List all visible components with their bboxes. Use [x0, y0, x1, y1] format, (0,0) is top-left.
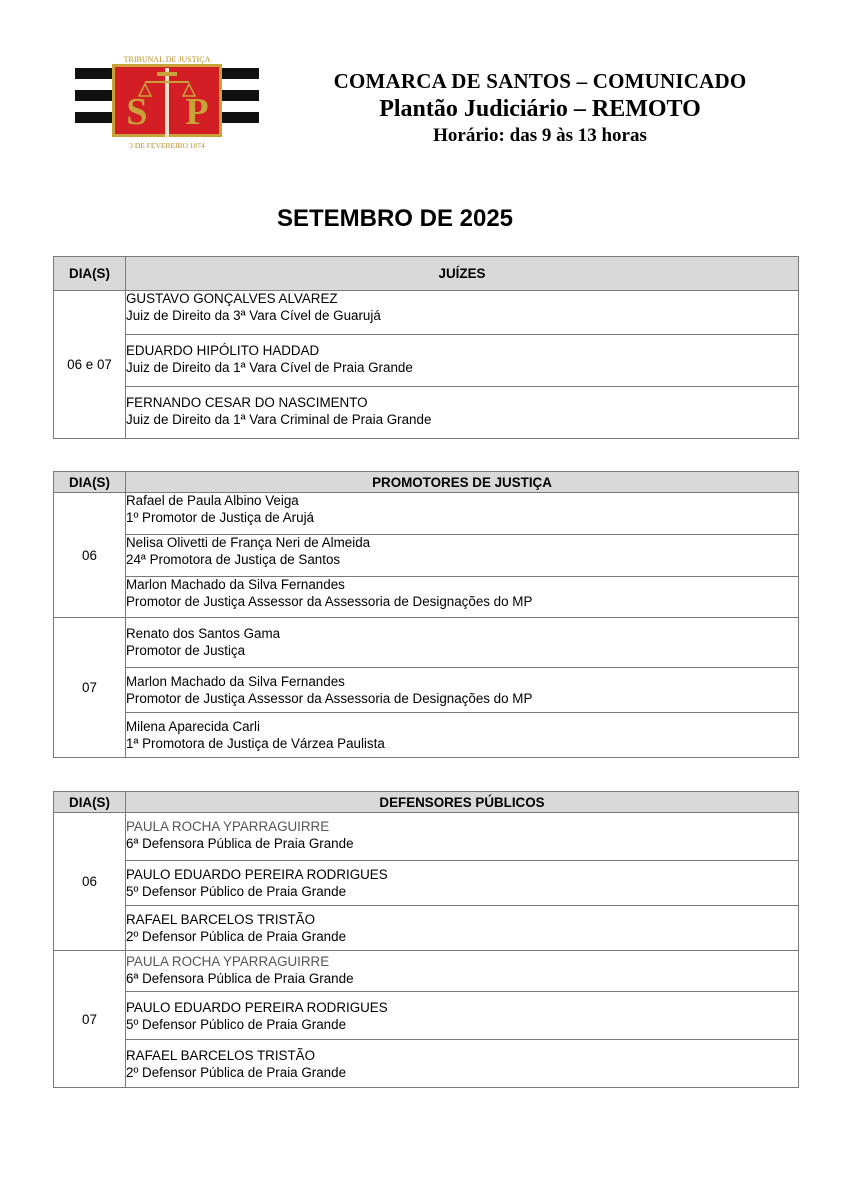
person-name: Marlon Machado da Silva Fernandes [126, 577, 345, 592]
defenders-header: DEFENSORES PÚBLICOS [126, 792, 799, 813]
person-name: PAULO EDUARDO PEREIRA RODRIGUES [126, 867, 388, 882]
table-row [54, 1040, 799, 1088]
header-line-horario: Horário: das 9 às 13 horas [433, 125, 647, 146]
person-cell [126, 813, 799, 861]
person-role: 24ª Promotora de Justiça de Santos [126, 551, 341, 567]
person-name: Milena Aparecida Carli [126, 719, 260, 734]
table-row [54, 951, 799, 992]
document-header [290, 68, 790, 149]
table-row [54, 668, 799, 713]
person-cell [126, 618, 799, 668]
person-cell [126, 713, 799, 758]
table-row [54, 291, 799, 335]
person-role: 5º Defensor Público de Praia Grande [126, 1016, 347, 1032]
judges-day-header: DIA(S) [54, 257, 126, 291]
person-name: PAULO EDUARDO PEREIRA RODRIGUES [126, 1000, 388, 1015]
table-row [54, 906, 799, 951]
prosecutors-day-header: DIA(S) [54, 472, 126, 493]
person-cell [126, 535, 799, 577]
table-row [54, 992, 799, 1040]
person-role: Promotor de Justiça Assessor da Assessoria de Designações do MP [126, 690, 533, 706]
day-cell: 06 [54, 493, 126, 618]
table-row [54, 713, 799, 758]
person-name: PAULA ROCHA YPARRAGUIRRE [126, 954, 330, 969]
table-row [54, 335, 799, 387]
person-name: PAULA ROCHA YPARRAGUIRRE [126, 819, 330, 834]
person-role: Juiz de Direito da 3ª Vara Cível de Guarujá [126, 307, 381, 323]
seal-letter-p: P [185, 91, 209, 133]
table-row [54, 618, 799, 668]
defenders-day-header: DIA(S) [54, 792, 126, 813]
seal-letter-s: S [126, 91, 148, 133]
public-defenders-table [53, 791, 799, 1088]
person-cell [126, 951, 799, 992]
table-row [54, 493, 799, 535]
person-name: Nelisa Olivetti de França Neri de Almeida [126, 535, 371, 550]
prosecutors-table [53, 471, 799, 758]
person-role: 1º Promotor de Justiça de Arujá [126, 509, 314, 525]
table-row [54, 861, 799, 906]
day-cell: 07 [54, 951, 126, 1088]
header-line-comarca: COMARCA DE SANTOS – COMUNICADO [333, 69, 747, 93]
person-cell [126, 668, 799, 713]
tribunal-seal-logo [75, 52, 259, 152]
header-line-plantao: Plantão Judiciário – REMOTO [379, 96, 701, 122]
month-title: SETEMBRO DE 2025 [276, 205, 514, 232]
person-role: Juiz de Direito da 1ª Vara Cível de Praia Grande [126, 359, 413, 375]
person-name: Marlon Machado da Silva Fernandes [126, 674, 345, 689]
person-name: RAFAEL BARCELOS TRISTÃO [126, 1048, 316, 1063]
person-cell [126, 291, 799, 335]
person-role: 2º Defensor Pública de Praia Grande [126, 928, 347, 944]
person-role: Promotor de Justiça [126, 642, 246, 658]
seal-top-text: TRIBUNAL DE JUSTIÇA [123, 55, 211, 64]
person-name: FERNANDO CESAR DO NASCIMENTO [126, 395, 368, 410]
day-cell: 06 e 07 [54, 291, 126, 439]
person-cell [126, 493, 799, 535]
person-role: Juiz de Direito da 1ª Vara Criminal de Praia Grande [126, 411, 432, 427]
day-cell: 07 [54, 618, 126, 758]
seal-bottom-text: 3 DE FEVEREIRO 1874 [129, 141, 205, 150]
person-role: 6ª Defensora Pública de Praia Grande [126, 835, 354, 851]
judges-header: JUÍZES [126, 257, 799, 291]
table-row [54, 535, 799, 577]
person-name: GUSTAVO GONÇALVES ALVAREZ [126, 291, 338, 306]
person-name: Renato dos Santos Gama [126, 626, 281, 641]
person-cell [126, 906, 799, 951]
person-cell [126, 577, 799, 618]
person-role: 2º Defensor Pública de Praia Grande [126, 1064, 347, 1080]
day-cell: 06 [54, 813, 126, 951]
prosecutors-header: PROMOTORES DE JUSTIÇA [126, 472, 799, 493]
judges-table [53, 256, 799, 439]
person-name: EDUARDO HIPÓLITO HADDAD [126, 343, 320, 358]
table-row [54, 813, 799, 861]
person-cell [126, 992, 799, 1040]
person-name: Rafael de Paula Albino Veiga [126, 493, 299, 508]
person-cell [126, 387, 799, 439]
table-row [54, 577, 799, 618]
person-role: Promotor de Justiça Assessor da Assessoria de Designações do MP [126, 593, 533, 609]
person-role: 5º Defensor Público de Praia Grande [126, 883, 347, 899]
person-role: 6ª Defensora Pública de Praia Grande [126, 970, 354, 986]
person-cell [126, 335, 799, 387]
person-cell [126, 861, 799, 906]
person-name: RAFAEL BARCELOS TRISTÃO [126, 912, 316, 927]
person-cell [126, 1040, 799, 1088]
table-row [54, 387, 799, 439]
person-role: 1ª Promotora de Justiça de Várzea Paulista [126, 735, 385, 751]
